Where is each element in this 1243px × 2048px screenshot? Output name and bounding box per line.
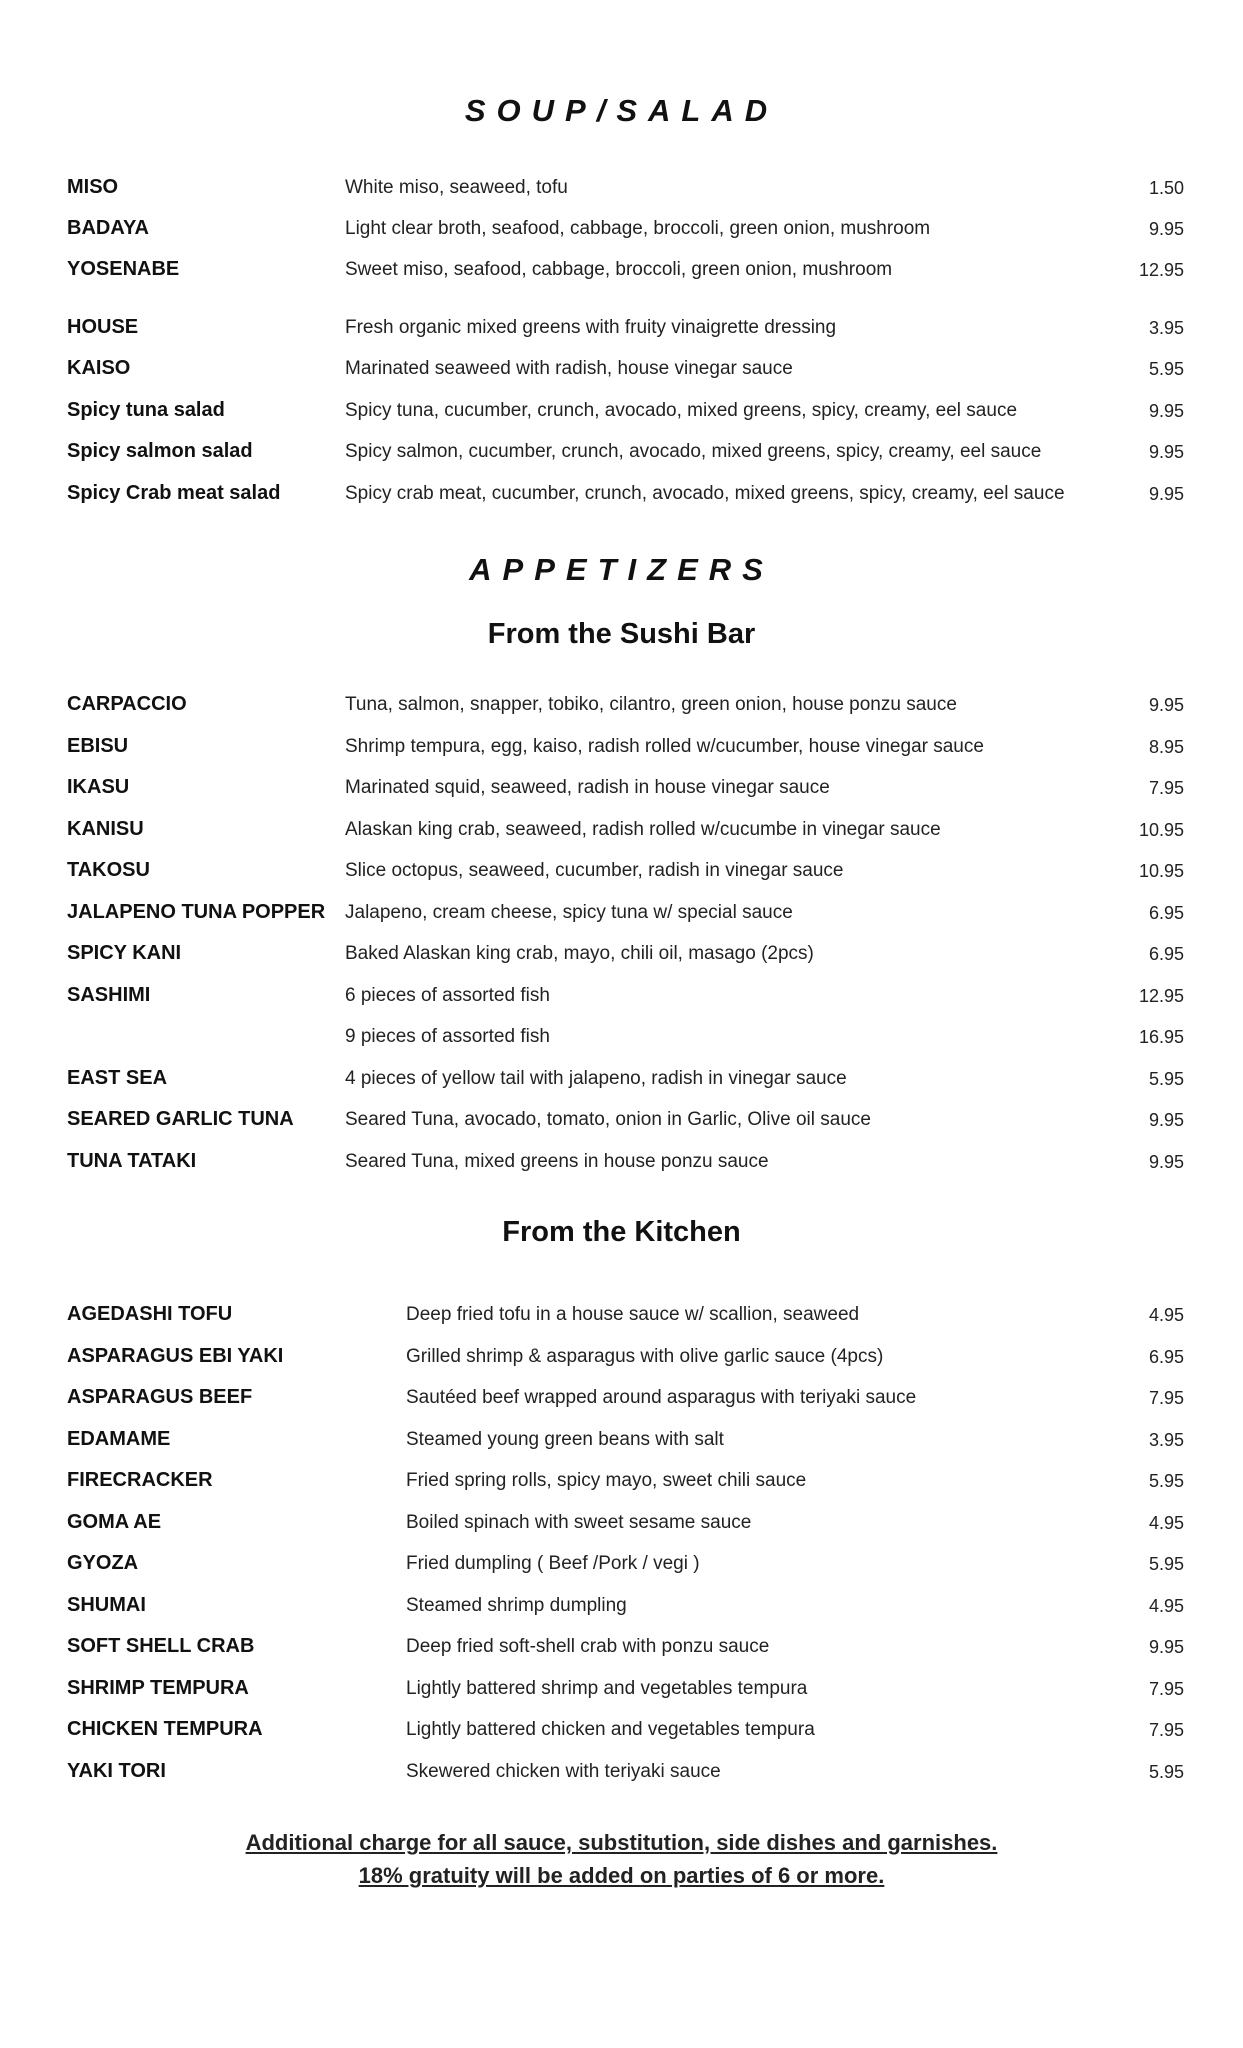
item-name: SEARED GARLIC TUNA — [67, 1108, 294, 1130]
item-description: Fried spring rolls, spicy mayo, sweet chili sauce — [406, 1470, 807, 1491]
menu-item — [0, 1150, 1243, 1182]
item-description: Sweet miso, seafood, cabbage, broccoli, green onion, mushroom — [345, 259, 893, 280]
item-name: IKASU — [67, 776, 130, 798]
item-price: 7.95 — [1148, 1679, 1184, 1699]
item-name: SASHIMI — [67, 984, 151, 1006]
item-price: 5.95 — [1148, 1554, 1184, 1574]
menu-item — [0, 1386, 1243, 1418]
item-price: 4.95 — [1148, 1596, 1184, 1616]
footer-note-charge: Additional charge for all sauce, substitution, side dishes and garnishes. — [245, 1830, 998, 1855]
menu-item — [0, 735, 1243, 767]
item-description: Fried dumpling ( Beef /Pork / vegi ) — [406, 1553, 700, 1574]
item-name: Spicy salmon salad — [67, 440, 253, 462]
item-name: SPICY KANI — [67, 942, 182, 964]
item-description: Skewered chicken with teriyaki sauce — [406, 1761, 721, 1782]
item-price: 6.95 — [1148, 903, 1184, 923]
item-name: EBISU — [67, 735, 129, 757]
item-name: EAST SEA — [67, 1067, 168, 1089]
item-name: TAKOSU — [67, 859, 150, 881]
item-description: Spicy tuna, cucumber, crunch, avocado, mixed greens, spicy, creamy, eel sauce — [345, 400, 1018, 421]
menu-item — [0, 1677, 1243, 1709]
item-description: Shrimp tempura, egg, kaiso, radish rolled w/cucumber, house vinegar sauce — [345, 736, 984, 757]
menu-item — [0, 1345, 1243, 1377]
menu-item — [0, 1428, 1243, 1460]
item-name: YAKI TORI — [67, 1760, 166, 1782]
item-name: KANISU — [67, 818, 144, 840]
item-name: AGEDASHI TOFU — [67, 1303, 233, 1325]
menu-item — [0, 316, 1243, 348]
item-price: 6.95 — [1148, 944, 1184, 964]
menu-item — [0, 776, 1243, 808]
item-description: Grilled shrimp & asparagus with olive garlic sauce (4pcs) — [406, 1346, 884, 1367]
menu-item — [0, 1594, 1243, 1626]
menu-item — [0, 901, 1243, 933]
item-description: Deep fried soft-shell crab with ponzu sauce — [406, 1636, 770, 1657]
item-price: 16.95 — [1138, 1027, 1184, 1047]
item-price: 9.95 — [1148, 442, 1184, 462]
item-name: JALAPENO TUNA POPPER — [67, 901, 326, 923]
menu-item — [0, 1511, 1243, 1543]
item-description: Fresh organic mixed greens with fruity vinaigrette dressing — [345, 317, 837, 338]
item-name: GOMA AE — [67, 1511, 162, 1533]
menu-item — [0, 1552, 1243, 1584]
menu-item — [0, 942, 1243, 974]
item-name: BADAYA — [67, 217, 149, 239]
item-description: Seared Tuna, avocado, tomato, onion in Garlic, Olive oil sauce — [345, 1109, 871, 1130]
item-description: White miso, seaweed, tofu — [345, 177, 568, 198]
item-price: 12.95 — [1138, 986, 1184, 1006]
item-description: Slice octopus, seaweed, cucumber, radish in vinegar sauce — [345, 860, 844, 881]
item-description: Baked Alaskan king crab, mayo, chili oil, masago (2pcs) — [345, 943, 814, 964]
item-price: 4.95 — [1148, 1305, 1184, 1325]
item-description: 9 pieces of assorted fish — [345, 1026, 550, 1047]
item-description: Spicy crab meat, cucumber, crunch, avocado, mixed greens, spicy, creamy, eel sauce — [345, 483, 1065, 504]
item-name: KAISO — [67, 357, 131, 379]
item-description: Spicy salmon, cucumber, crunch, avocado, mixed greens, spicy, creamy, eel sauce — [345, 441, 1042, 462]
menu-item — [0, 1108, 1243, 1140]
item-description: 4 pieces of yellow tail with jalapeno, radish in vinegar sauce — [345, 1068, 847, 1089]
item-price: 5.95 — [1148, 1762, 1184, 1782]
menu-item — [0, 818, 1243, 850]
item-price: 10.95 — [1138, 861, 1184, 881]
item-description: Sautéed beef wrapped around asparagus with teriyaki sauce — [406, 1387, 917, 1408]
menu-item — [0, 1760, 1243, 1792]
menu-item — [0, 482, 1243, 514]
menu-item — [0, 1718, 1243, 1750]
item-description: Marinated seaweed with radish, house vinegar sauce — [345, 358, 793, 379]
menu-item — [0, 1067, 1243, 1099]
soup-salad-title: SOUP/SALAD — [464, 93, 779, 128]
item-description: Steamed shrimp dumpling — [406, 1595, 627, 1616]
menu-item — [0, 176, 1243, 208]
item-price: 7.95 — [1148, 778, 1184, 798]
item-name: Spicy tuna salad — [67, 399, 225, 421]
item-description: 6 pieces of assorted fish — [345, 985, 550, 1006]
item-price: 9.95 — [1148, 1637, 1184, 1657]
menu-item — [0, 984, 1243, 1016]
item-name: GYOZA — [67, 1552, 139, 1574]
menu-item — [0, 357, 1243, 389]
menu-item — [0, 399, 1243, 431]
item-price: 4.95 — [1148, 1513, 1184, 1533]
item-description: Steamed young green beans with salt — [406, 1429, 724, 1450]
item-price: 9.95 — [1148, 401, 1184, 421]
item-name: SHUMAI — [67, 1594, 146, 1616]
appetizers-title: APPETIZERS — [469, 552, 774, 587]
item-price: 6.95 — [1148, 1347, 1184, 1367]
item-description: Seared Tuna, mixed greens in house ponzu sauce — [345, 1151, 769, 1172]
item-description: Deep fried tofu in a house sauce w/ scallion, seaweed — [406, 1304, 860, 1325]
menu-item — [0, 217, 1243, 249]
menu-item — [0, 1025, 1243, 1057]
item-name: HOUSE — [67, 316, 139, 338]
footer-note-gratuity: 18% gratuity will be added on parties of 6 or more. — [358, 1863, 885, 1888]
item-price: 9.95 — [1148, 484, 1184, 504]
item-price: 12.95 — [1138, 260, 1184, 280]
item-price: 5.95 — [1148, 359, 1184, 379]
item-description: Tuna, salmon, snapper, tobiko, cilantro, green onion, house ponzu sauce — [345, 694, 957, 715]
item-name: ASPARAGUS EBI YAKI — [67, 1345, 284, 1367]
item-name: SHRIMP TEMPURA — [67, 1677, 249, 1699]
menu-item — [0, 1469, 1243, 1501]
item-name: ASPARAGUS BEEF — [67, 1386, 253, 1408]
item-description: Lightly battered shrimp and vegetables tempura — [406, 1678, 808, 1699]
item-price: 7.95 — [1148, 1388, 1184, 1408]
item-name: CHICKEN TEMPURA — [67, 1718, 263, 1740]
item-price: 1.50 — [1148, 178, 1184, 198]
item-price: 10.95 — [1138, 820, 1184, 840]
menu-item — [0, 693, 1243, 725]
item-description: Light clear broth, seafood, cabbage, broccoli, green onion, mushroom — [345, 218, 931, 239]
item-price: 9.95 — [1148, 1152, 1184, 1172]
item-price: 5.95 — [1148, 1069, 1184, 1089]
menu-item — [0, 440, 1243, 472]
item-price: 9.95 — [1148, 219, 1184, 239]
item-name: FIRECRACKER — [67, 1469, 213, 1491]
item-description: Alaskan king crab, seaweed, radish rolled w/cucumbe in vinegar sauce — [345, 819, 941, 840]
item-description: Lightly battered chicken and vegetables tempura — [406, 1719, 815, 1740]
kitchen-title: From the Kitchen — [502, 1216, 741, 1248]
item-name: MISO — [67, 176, 119, 198]
item-description: Boiled spinach with sweet sesame sauce — [406, 1512, 752, 1533]
item-price: 7.95 — [1148, 1720, 1184, 1740]
item-description: Marinated squid, seaweed, radish in house vinegar sauce — [345, 777, 830, 798]
menu-item — [0, 1635, 1243, 1667]
item-price: 8.95 — [1148, 737, 1184, 757]
item-price: 9.95 — [1148, 695, 1184, 715]
menu-item — [0, 1303, 1243, 1335]
menu-item — [0, 258, 1243, 290]
item-price: 3.95 — [1148, 318, 1184, 338]
item-description: Jalapeno, cream cheese, spicy tuna w/ special sauce — [345, 902, 793, 923]
item-price: 5.95 — [1148, 1471, 1184, 1491]
item-price: 3.95 — [1148, 1430, 1184, 1450]
item-name: TUNA TATAKI — [67, 1150, 197, 1172]
item-name: SOFT SHELL CRAB — [67, 1635, 255, 1657]
item-name: YOSENABE — [67, 258, 180, 280]
item-price: 9.95 — [1148, 1110, 1184, 1130]
item-name: CARPACCIO — [67, 693, 187, 715]
item-name: Spicy Crab meat salad — [67, 482, 281, 504]
item-name: EDAMAME — [67, 1428, 171, 1450]
sushi-bar-title: From the Sushi Bar — [487, 618, 756, 650]
menu-item — [0, 859, 1243, 891]
